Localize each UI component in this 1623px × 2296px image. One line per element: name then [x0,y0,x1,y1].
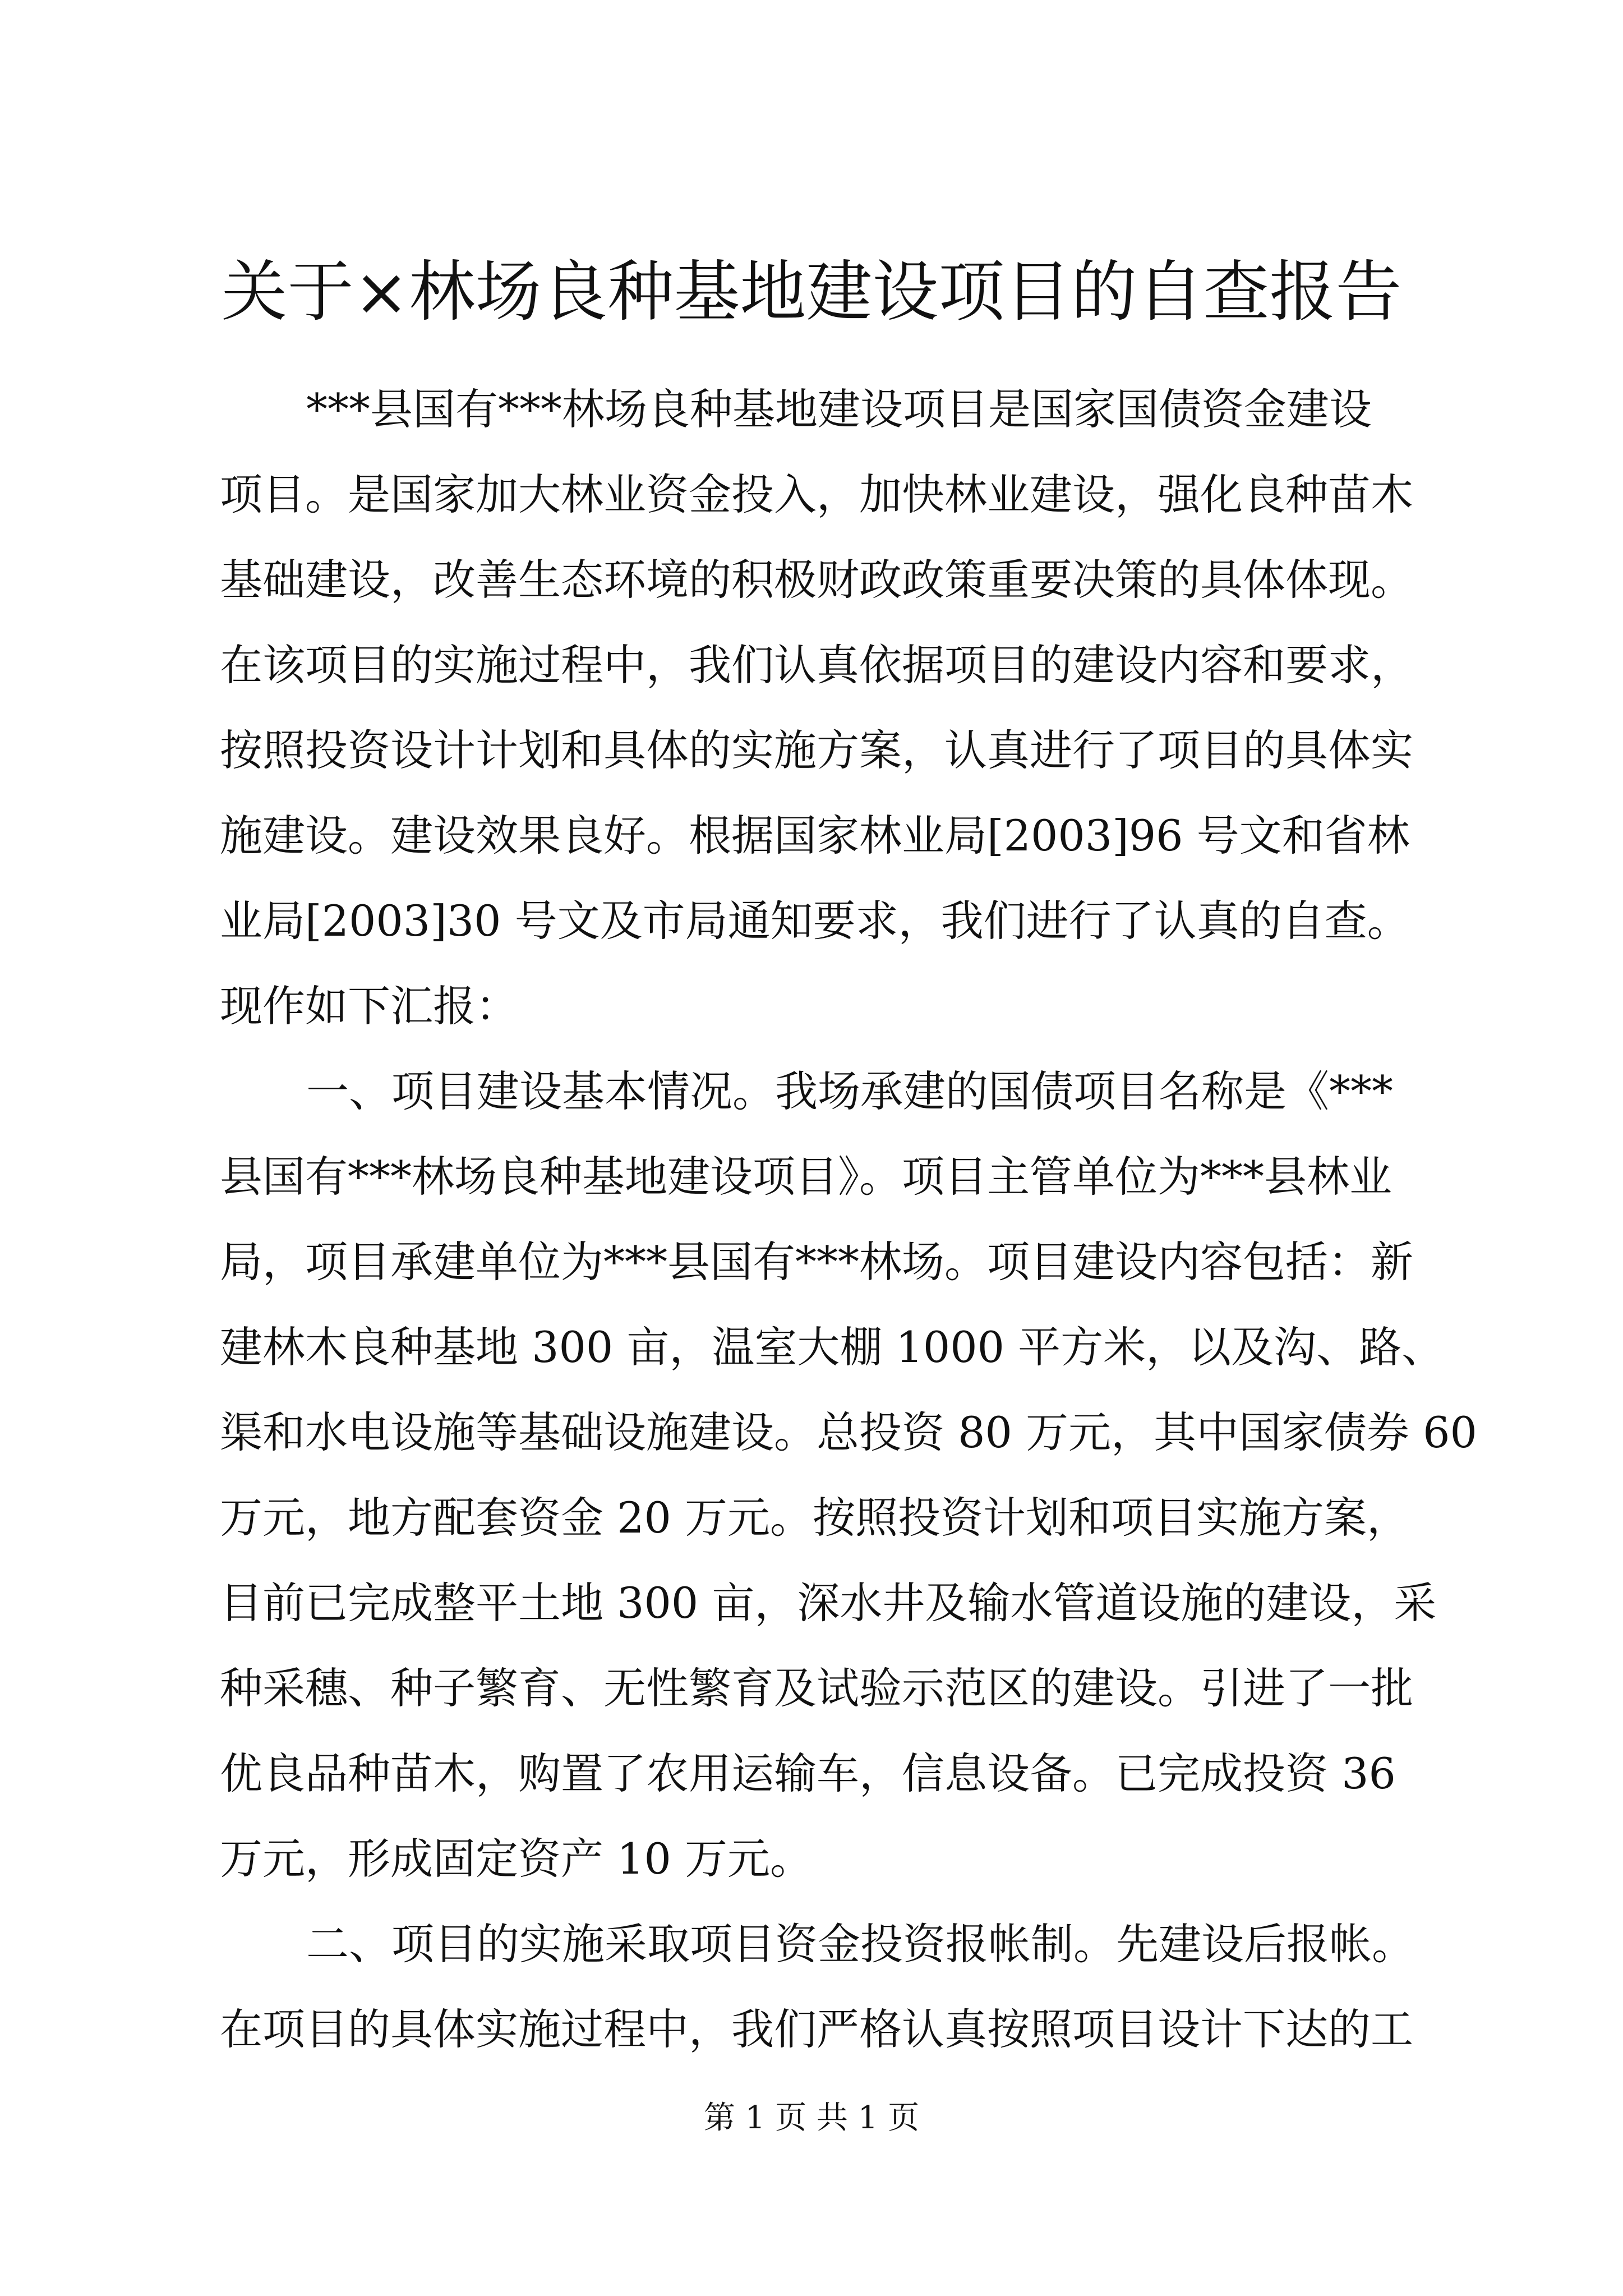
page-footer: 第 1 页 共 1 页 [703,2100,920,2136]
document-title: 关于×林场良种基地建设项目的自查报告 [221,253,1402,330]
body-line: 项目。是国家加大林业资金投入，加快林业建设，强化良种苗木 [220,470,1413,519]
body-line: 万元，地方配套资金 20 万元。按照投资计划和项目实施方案， [220,1493,1410,1543]
body-line: 渠和水电设施等基础设施建设。总投资 80 万元，其中国家债券 60 [220,1407,1477,1457]
body-line: 在该项目的实施过程中，我们认真依据项目的建设内容和要求， [220,640,1413,690]
body-line: 二、项目的实施采取项目资金投资报帐制。先建设后报帐。 [306,1919,1414,1969]
body-line: 优良品种苗木，购置了农用运输车，信息设备。已完成投资 36 [220,1749,1396,1798]
body-line: ***县国有***林场良种基地建设项目是国家国债资金建设 [306,384,1372,434]
body-line: 县国有***林场良种基地建设项目》。项目主管单位为***县林业 [220,1152,1392,1202]
body-line: 局，项目承建单位为***县国有***林场。项目建设内容包括：新 [220,1237,1413,1287]
body-line: 万元，形成固定资产 10 万元。 [220,1834,813,1884]
body-line: 施建设。建设效果良好。根据国家林业局[2003]96 号文和省林 [220,811,1410,861]
body-line: 现作如下汇报： [220,981,518,1031]
body-line: 种采穗、种子繁育、无性繁育及试验示范区的建设。引进了一批 [220,1663,1413,1713]
body-line: 业局[2003]30 号文及市局通知要求，我们进行了认真的自查。 [220,896,1410,946]
body-line: 按照投资设计计划和具体的实施方案，认真进行了项目的具体实 [220,725,1413,775]
body-line: 基础建设，改善生态环境的积极财政政策重要决策的具体体现。 [220,555,1413,605]
body-line: 目前已完成整平土地 300 亩，深水井及输水管道设施的建设，采 [220,1578,1437,1628]
body-line: 建林木良种基地 300 亩，温室大棚 1000 平方米，以及沟、路、 [220,1322,1445,1372]
body-line: 在项目的具体实施过程中，我们严格认真按照项目设计下达的工 [220,2004,1413,2054]
body-line: 一、项目建设基本情况。我场承建的国债项目名称是《*** [306,1066,1393,1116]
